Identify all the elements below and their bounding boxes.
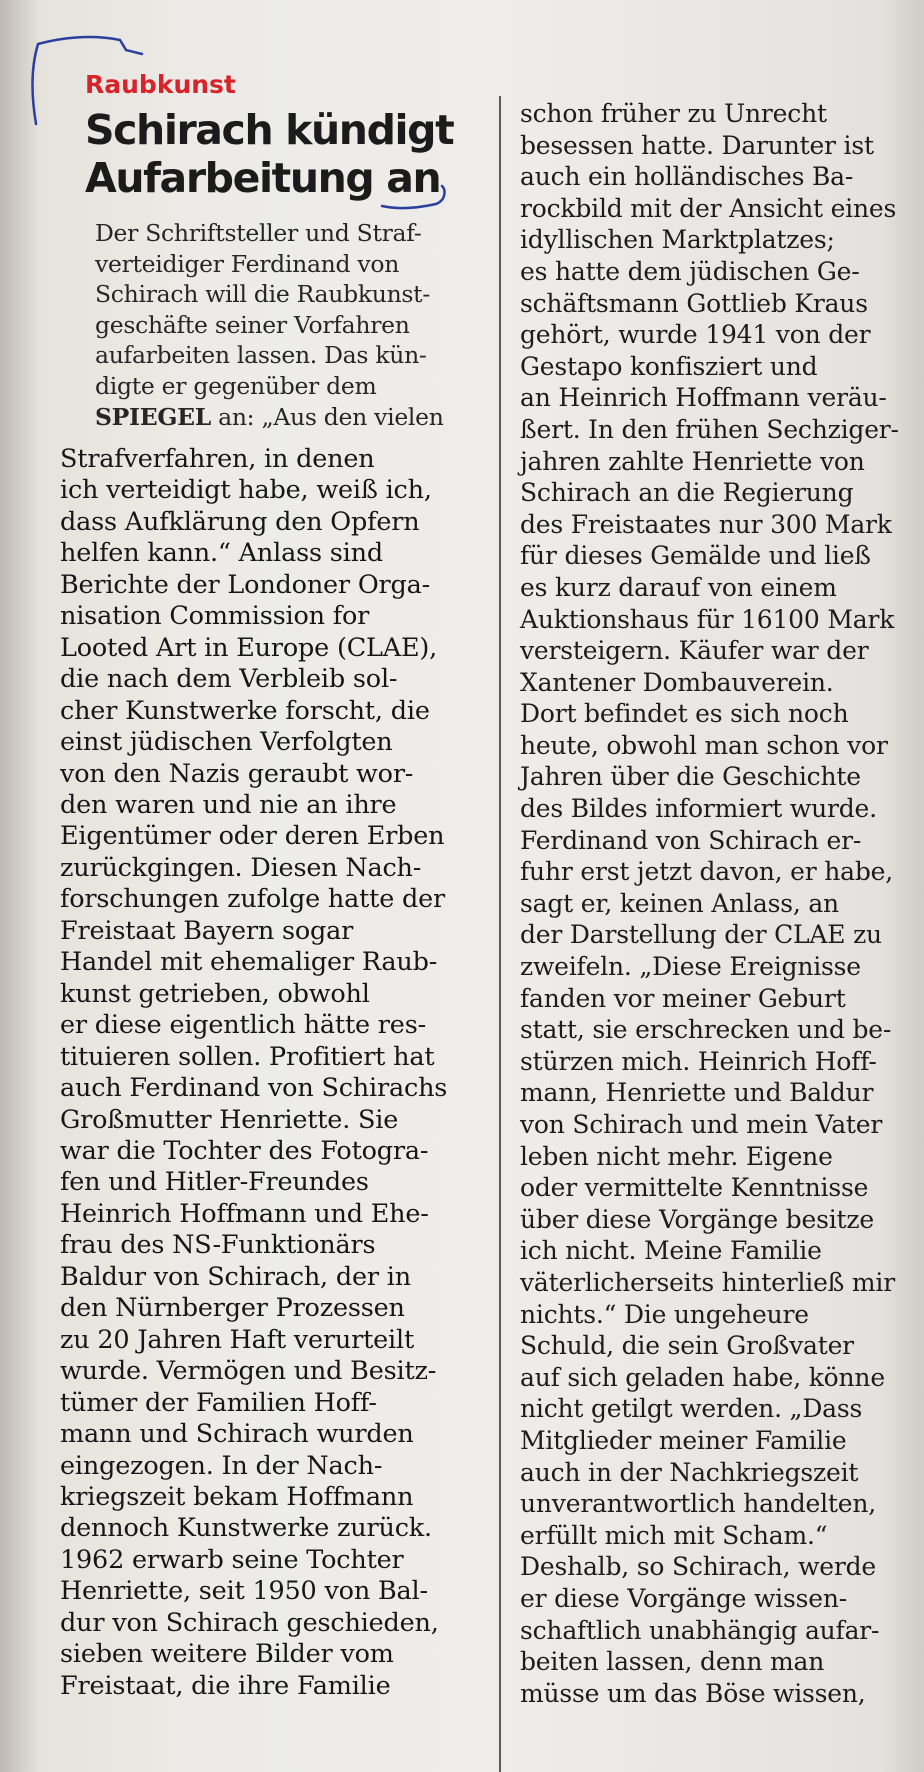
text-line: Ferdinand von Schirach er- — [520, 825, 862, 855]
text-line: Auktionshaus für 16100 Mark — [520, 604, 895, 634]
lead-paragraph — [95, 218, 444, 432]
text-line: eingezogen. In der Nach- — [60, 1450, 383, 1481]
text-line: cher Kunstwerke forscht, die — [60, 695, 430, 726]
text-line: Deshalb, so Schirach, werde — [520, 1552, 877, 1582]
text-line: versteigern. Käufer war der — [520, 636, 869, 666]
text-line: der Darstellung der CLAE zu — [520, 920, 882, 950]
text-line: schaftlich unabhängig aufar- — [520, 1615, 880, 1645]
text-line: Schuld, die sein Großvater — [520, 1331, 854, 1361]
text-line: zu 20 Jahren Haft verurteilt — [60, 1324, 415, 1355]
text-line: rockbild mit der Ansicht eines — [520, 193, 897, 223]
left-column — [60, 68, 500, 1768]
text-line: nicht getilgt werden. „Dass — [520, 1394, 863, 1424]
lead-line: Schirach will die Raubkunst- — [95, 280, 430, 309]
text-line: Freistaat Bayern sogar — [60, 915, 354, 946]
text-line: an Heinrich Hoffmann veräu- — [520, 383, 887, 413]
text-line: den waren und nie an ihre — [60, 789, 397, 820]
text-line: ßert. In den frühen Sechziger- — [520, 414, 899, 444]
text-line: leben nicht mehr. Eigene — [520, 1141, 833, 1171]
text-line: nichts.“ Die ungeheure — [520, 1299, 809, 1329]
text-line: statt, sie erschrecken und be- — [520, 1015, 892, 1045]
headline-line: Schirach kündigt — [85, 106, 454, 154]
text-line: auch in der Nachkriegszeit — [520, 1457, 859, 1487]
text-line: väterlicherseits hinterließ mir — [520, 1267, 895, 1297]
text-line: mann, Henriette und Baldur — [520, 1078, 874, 1108]
text-line: Looted Art in Europe (CLAE), — [60, 632, 438, 663]
text-line: schon früher zu Unrecht — [520, 99, 827, 128]
text-line: frau des NS-Funktionärs — [60, 1230, 376, 1261]
text-line: idyllischen Marktplatzes; — [520, 225, 835, 255]
text-line: kunst getrieben, obwohl — [60, 978, 370, 1009]
text-line: erfüllt mich mit Scham.“ — [520, 1520, 828, 1550]
text-line: oder vermittelte Kenntnisse — [520, 1173, 869, 1203]
text-line: den Nürnberger Prozessen — [60, 1293, 405, 1324]
text-line: des Bildes informiert wurde. — [520, 794, 877, 824]
text-line: dur von Schirach geschieden, — [60, 1607, 439, 1638]
right-column — [515, 98, 915, 1768]
spiegel-mention: SPIEGEL — [95, 402, 211, 431]
text-line: tituieren sollen. Profitiert hat — [60, 1041, 435, 1072]
text-line: Mitglieder meiner Familie — [520, 1425, 847, 1455]
text-line: er diese eigentlich hätte res- — [60, 1010, 426, 1041]
lead-line: aufarbeiten lassen. Das kün- — [95, 341, 427, 370]
text-line: Großmutter Henriette. Sie — [60, 1104, 399, 1135]
lead-line: Der Schriftsteller und Straf- — [95, 219, 422, 247]
text-line: zurückgingen. Diesen Nach- — [60, 852, 422, 883]
text-line: für dieses Gemälde und ließ — [520, 541, 871, 571]
text-line: Xantener Dombauverein. — [520, 667, 834, 697]
text-line: beiten lassen, denn man — [520, 1647, 825, 1677]
text-line: Strafverfahren, in denen — [60, 444, 375, 474]
text-line: helfen kann.“ Anlass sind — [60, 538, 383, 569]
text-line: ich verteidigt habe, weiß ich, — [60, 475, 432, 506]
text-line: fuhr erst jetzt davon, er habe, — [520, 857, 893, 887]
text-line: mann und Schirach wurden — [60, 1419, 414, 1450]
lead-line: digte er gegenüber dem — [95, 371, 377, 400]
text-line: sieben weitere Bilder vom — [60, 1639, 394, 1670]
lead-line — [95, 402, 444, 433]
text-line: des Freistaates nur 300 Mark — [520, 509, 892, 539]
text-line: unverantwortlich handelten, — [520, 1489, 877, 1519]
text-line: müsse um das Böse wissen, — [520, 1678, 866, 1708]
text-line: heute, obwohl man schon vor — [520, 730, 888, 760]
headline — [85, 106, 453, 202]
text-line: Freistaat, die ihre Familie — [60, 1670, 391, 1701]
text-line: auf sich geladen habe, könne — [520, 1362, 885, 1392]
text-line: Handel mit ehemaliger Raub- — [60, 947, 438, 978]
headline-line: Aufarbeitung an — [85, 154, 441, 202]
text-line: er diese Vorgänge wissen- — [520, 1583, 847, 1613]
text-line: Gestapo konfisziert und — [520, 351, 818, 381]
lead-line: geschäfte seiner Vorfahren — [95, 310, 410, 339]
text-line: forschungen zufolge hatte der — [60, 884, 446, 915]
text-line: fanden vor meiner Geburt — [520, 983, 846, 1013]
text-line: tümer der Familien Hoff- — [60, 1387, 377, 1418]
text-line: 1962 erwarb seine Tochter — [60, 1544, 404, 1575]
text-line: Berichte der Londoner Orga- — [60, 569, 431, 600]
text-line: ich nicht. Meine Familie — [520, 1236, 822, 1266]
text-line: wurde. Vermögen und Besitz- — [60, 1356, 437, 1387]
text-line: Dort befindet es sich noch — [520, 699, 849, 729]
text-line: auch ein holländisches Ba- — [520, 162, 854, 192]
lead-line: verteidiger Ferdinand von — [95, 249, 400, 278]
text-line: fen und Hitler-Freundes — [60, 1167, 369, 1198]
text-line: zweifeln. „Diese Ereignisse — [520, 952, 861, 982]
right-body — [520, 98, 899, 1709]
text-line: kriegszeit bekam Hoffmann — [60, 1481, 414, 1512]
text-line: Baldur von Schirach, der in — [60, 1261, 411, 1292]
kicker: Raubkunst — [85, 70, 236, 99]
text-line: Schirach an die Regierung — [520, 478, 854, 508]
text-line: dennoch Kunstwerke zurück. — [60, 1513, 432, 1544]
text-line: auch Ferdinand von Schirachs — [60, 1073, 448, 1104]
text-line: jahren zahlte Henriette von — [520, 446, 865, 476]
text-line: von den Nazis geraubt wor- — [60, 758, 414, 789]
left-body — [60, 444, 447, 1702]
text-line: dass Aufklärung den Opfern — [60, 506, 420, 537]
text-line: die nach dem Verbleib sol- — [60, 664, 398, 695]
text-line: besessen hatte. Darunter ist — [520, 130, 874, 160]
text-line: war die Tochter des Fotogra- — [60, 1135, 429, 1166]
text-line: gehört, wurde 1941 von der — [520, 320, 871, 350]
column-divider — [499, 96, 501, 1772]
text-line: es kurz darauf von einem — [520, 572, 837, 602]
text-line: Eigentümer oder deren Erben — [60, 821, 445, 852]
text-line: Heinrich Hoffmann und Ehe- — [60, 1198, 429, 1229]
text-line: sagt er, keinen Anlass, an — [520, 888, 839, 918]
text-line: schäftsmann Gottlieb Kraus — [520, 288, 868, 318]
text-line: es hatte dem jüdischen Ge- — [520, 256, 860, 286]
text-line: stürzen mich. Heinrich Hoff- — [520, 1046, 877, 1076]
text-line: nisation Commission for — [60, 601, 370, 632]
text-line: Henriette, seit 1950 von Bal- — [60, 1576, 428, 1607]
text-line: Jahren über die Geschichte — [520, 762, 861, 792]
text-line: von Schirach und mein Vater — [520, 1110, 883, 1139]
text-line: über diese Vorgänge besitze — [520, 1204, 874, 1234]
text-line: einst jüdischen Verfolgten — [60, 727, 393, 758]
lead-line-rest: an: „Aus den vielen — [210, 402, 444, 431]
